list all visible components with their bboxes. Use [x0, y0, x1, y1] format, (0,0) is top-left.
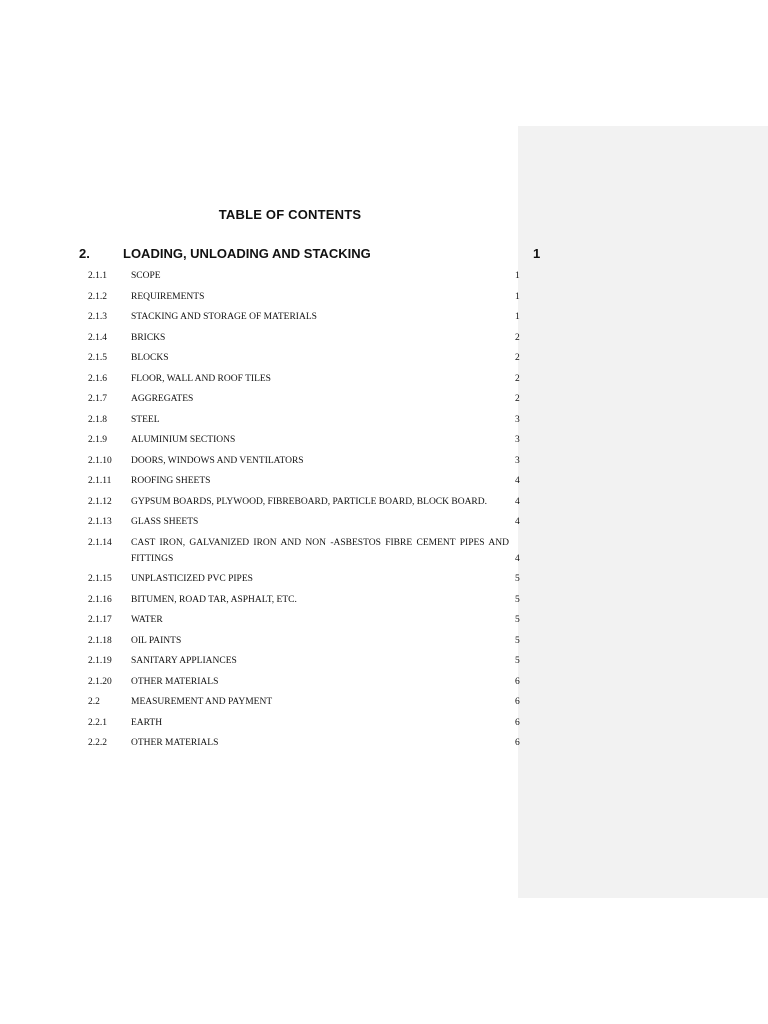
entry-number: 2.1.16	[88, 594, 112, 605]
entry-number: 2.1.9	[88, 435, 107, 445]
entry-page-number: 2	[515, 394, 520, 404]
entry-title: OTHER MATERIALS	[131, 676, 219, 687]
entry-title: OIL PAINTS	[131, 635, 182, 646]
entry-number: 2.1.17	[88, 615, 112, 625]
entry-page-number: 3	[515, 414, 520, 425]
entry-page-number: 5	[515, 635, 520, 646]
toc-entry[interactable]	[0, 610, 768, 631]
toc-entry[interactable]	[0, 451, 768, 472]
entry-number: 2.1.11	[88, 476, 112, 486]
toc-entry[interactable]	[0, 266, 768, 287]
entry-title: DOORS, WINDOWS AND VENTILATORS	[131, 455, 304, 466]
toc-entry[interactable]	[0, 492, 768, 513]
entry-title: AGGREGATES	[131, 394, 194, 404]
toc-entry[interactable]	[0, 328, 768, 349]
entry-number: 2.1.2	[88, 291, 107, 302]
entry-number: 2.1.14	[88, 537, 112, 548]
entry-title: STEEL	[131, 414, 160, 425]
entry-page-number: 2	[515, 373, 520, 384]
entry-title: GLASS SHEETS	[131, 517, 199, 527]
entry-title: GYPSUM BOARDS, PLYWOOD, FIBREBOARD, PARTICLE BOARD, BLOCK BOARD.	[131, 496, 488, 507]
toc-entry[interactable]	[0, 307, 768, 328]
entry-title: BRICKS	[131, 332, 166, 343]
entry-number: 2.1.1	[88, 271, 107, 281]
toc-entries	[0, 266, 768, 754]
entry-number: 2.1.7	[88, 394, 107, 404]
entry-page-number: 4	[515, 517, 520, 527]
entry-number: 2.1.19	[88, 656, 112, 666]
toc-entry[interactable]	[0, 430, 768, 451]
entry-number: 2.2.1	[88, 717, 107, 728]
toc-entry[interactable]	[0, 631, 768, 652]
entry-page-number: 6	[515, 676, 520, 687]
entry-title: WATER	[131, 615, 163, 625]
entry-title: ROOFING SHEETS	[131, 476, 211, 486]
entry-number: 2.2	[88, 697, 100, 707]
entry-title: ALUMINIUM SECTIONS	[131, 435, 236, 445]
entry-page-number: 4	[515, 553, 520, 564]
toc-entry[interactable]	[0, 713, 768, 734]
entry-number: 2.1.20	[88, 676, 112, 687]
entry-number: 2.1.10	[88, 455, 112, 466]
toc-entry[interactable]	[0, 369, 768, 390]
entry-number: 2.1.8	[88, 414, 107, 425]
entry-page-number: 3	[515, 455, 520, 466]
entry-number: 2.1.5	[88, 353, 107, 363]
entry-page-number: 5	[515, 656, 520, 666]
entry-title: SANITARY APPLIANCES	[131, 656, 237, 666]
toc-entry[interactable]	[0, 672, 768, 693]
toc-entry[interactable]	[0, 533, 768, 570]
section-page-number: 1	[533, 246, 541, 261]
entry-page-number: 5	[515, 574, 520, 584]
entry-number: 2.1.18	[88, 635, 112, 646]
entry-title: BLOCKS	[131, 353, 169, 363]
entry-page-number: 2	[515, 332, 520, 343]
section-title: LOADING, UNLOADING AND STACKING	[123, 246, 371, 261]
entry-title: FLOOR, WALL AND ROOF TILES	[131, 373, 271, 384]
entry-title: UNPLASTICIZED PVC PIPES	[131, 574, 253, 584]
entry-page-number: 2	[515, 353, 520, 363]
toc-entry[interactable]	[0, 569, 768, 590]
entry-title: EARTH	[131, 717, 163, 728]
toc-entry[interactable]	[0, 733, 768, 754]
toc-entry[interactable]	[0, 410, 768, 431]
entry-title: REQUIREMENTS	[131, 291, 205, 302]
toc-entry[interactable]	[0, 651, 768, 672]
entry-title: OTHER MATERIALS	[131, 738, 219, 748]
entry-title: MEASUREMENT AND PAYMENT	[131, 697, 273, 707]
entry-number: 2.1.12	[88, 496, 112, 507]
entry-number: 2.1.6	[88, 373, 107, 384]
entry-page-number: 6	[515, 738, 520, 748]
toc-entry[interactable]	[0, 590, 768, 611]
toc-entry[interactable]	[0, 692, 768, 713]
entry-page-number: 5	[515, 615, 520, 625]
entry-page-number: 6	[515, 697, 520, 707]
entry-number: 2.1.15	[88, 574, 112, 584]
toc-entry[interactable]	[0, 348, 768, 369]
entry-page-number: 4	[515, 476, 520, 486]
toc-entry[interactable]	[0, 389, 768, 410]
toc-entry[interactable]	[0, 471, 768, 492]
toc-section-heading[interactable]	[0, 246, 768, 264]
entry-page-number: 1	[515, 291, 520, 302]
entry-page-number: 6	[515, 717, 520, 728]
entry-page-number: 4	[515, 496, 520, 507]
toc-title: TABLE OF CONTENTS	[218, 207, 362, 222]
toc-entry[interactable]	[0, 512, 768, 533]
entry-page-number: 1	[515, 312, 520, 322]
entry-page-number: 5	[515, 594, 520, 605]
entry-title: CAST IRON, GALVANIZED IRON AND NON -ASBESTOS FIBRE CEMENT PIPES AND FITTINGS	[131, 537, 509, 564]
entry-page-number: 1	[515, 271, 520, 281]
entry-number: 2.1.4	[88, 332, 107, 343]
entry-number: 2.1.13	[88, 517, 112, 527]
entry-title: SCOPE	[131, 271, 161, 281]
section-number: 2.	[79, 246, 90, 261]
entry-number: 2.2.2	[88, 738, 107, 748]
toc-entry[interactable]	[0, 287, 768, 308]
entry-page-number: 3	[515, 435, 520, 445]
entry-number: 2.1.3	[88, 312, 107, 322]
entry-title: BITUMEN, ROAD TAR, ASPHALT, ETC.	[131, 594, 297, 605]
entry-title: STACKING AND STORAGE OF MATERIALS	[131, 312, 317, 322]
